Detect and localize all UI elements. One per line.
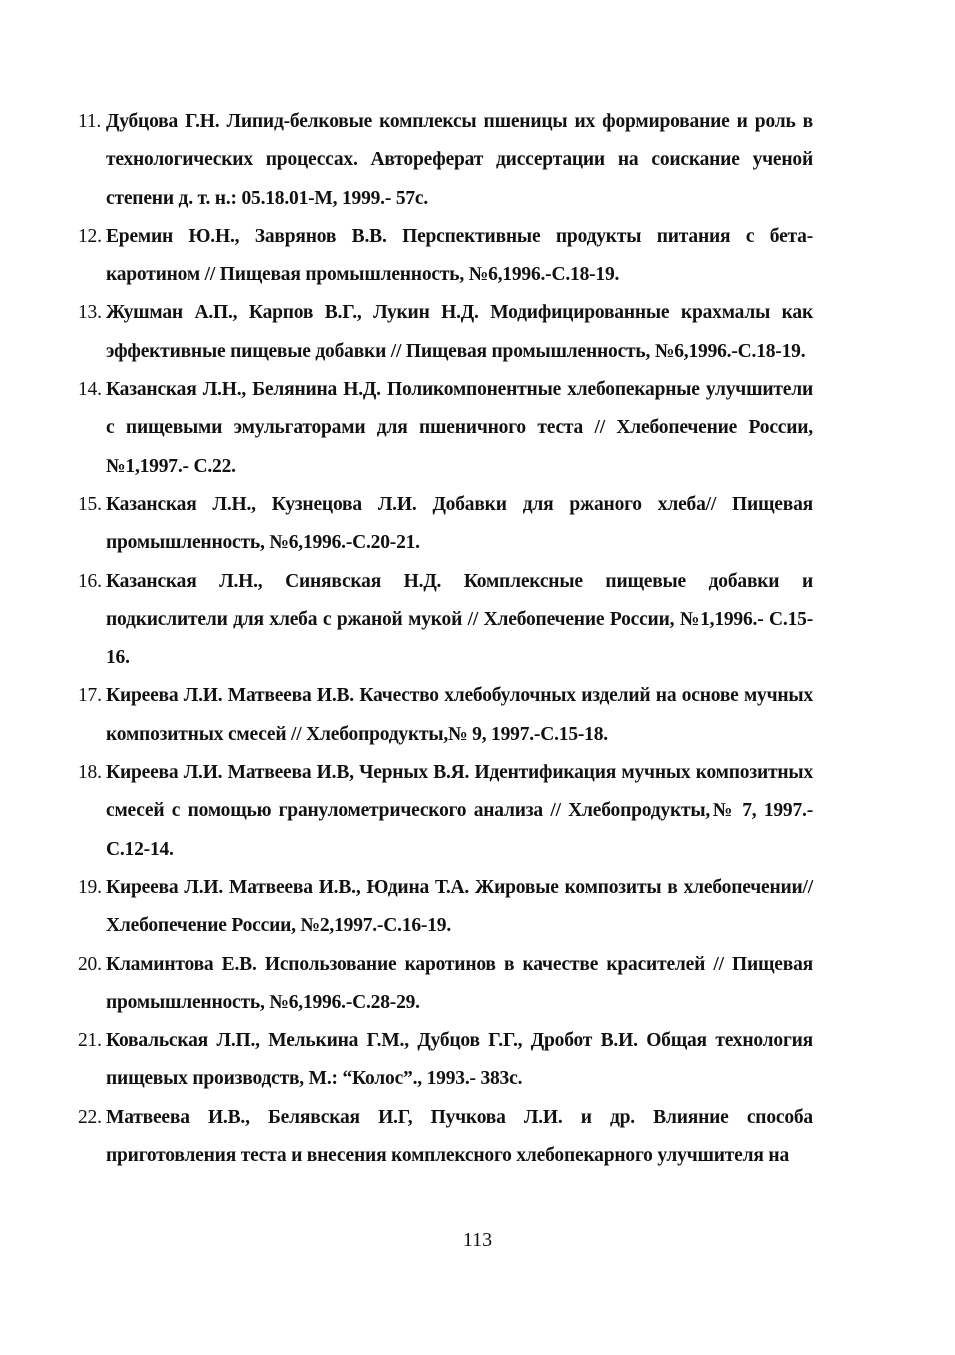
reference-number: 19. [78, 876, 102, 898]
reference-text: Кламинтова Е.В. Использование каротинов в качестве красителей // Пищевая промышленность, №6,1996.-С.28-29. [106, 953, 813, 1013]
reference-item [78, 371, 813, 486]
page-number: 113 [462, 1229, 493, 1251]
reference-list [78, 103, 813, 1175]
reference-number: 13. [78, 302, 102, 324]
reference-text: Еремин Ю.Н., Заврянов В.В. Перспективные продукты питания с бета-каротином // Пищевая промышленность, №6,1996.-С.18-19. [106, 225, 813, 286]
reference-item [78, 563, 813, 678]
reference-item [78, 294, 813, 371]
reference-number: 12. [78, 225, 102, 247]
reference-text: Казанская Л.Н., Кузнецова Л.И. Добавки для ржаного хлеба// Пищевая промышленность, №6,1996.-С.20-21. [106, 493, 813, 554]
reference-text: Ковальская Л.П., Мелькина Г.М., Дубцов Г.Г., Дробот В.И. Общая технология пищевых производств, М.: “Колос”., 1993.- 383с. [106, 1030, 813, 1090]
reference-item [78, 754, 813, 869]
reference-item [78, 103, 813, 218]
reference-number: 17. [78, 685, 102, 707]
reference-number: 20. [78, 953, 102, 975]
reference-item [78, 1099, 813, 1176]
reference-item [78, 486, 813, 563]
reference-text: Дубцова Г.Н. Липид-белковые комплексы пшеницы их формирование и роль в технологических процессах. Автореферат диссертации на соискание ученой степени д. т. н.: 05.18.01-М, 1999.- 57с. [106, 111, 813, 209]
reference-number: 14. [78, 379, 102, 401]
reference-item [78, 946, 813, 1023]
reference-item [78, 218, 813, 295]
reference-text: Жушман А.П., Карпов В.Г., Лукин Н.Д. Модифицированные крахмалы как эффективные пищевые добавки // Пищевая промышленность, №6,1996.-С.18-19. [106, 302, 813, 362]
reference-item [78, 869, 813, 946]
reference-text: Киреева Л.И. Матвеева И.В, Черных В.Я. Идентификация мучных композитных смесей с помощью гранулометрического анализа // Хлебопродукты,№ 7, 1997.-С.12-14. [106, 762, 813, 860]
reference-number: 15. [78, 493, 102, 515]
reference-item [78, 677, 813, 754]
reference-text: Матвеева И.В., Белявская И.Г, Пучкова Л.И. и др. Влияние способа приготовления теста и внесения комплексного хлебопекарного улучшителя на [106, 1106, 813, 1167]
reference-item [78, 1022, 813, 1099]
reference-number: 11. [78, 111, 102, 132]
reference-text: Киреева Л.И. Матвеева И.В., Юдина Т.А. Жировые композиты в хлебопечении// Хлебопечение России, №2,1997.-С.16-19. [106, 876, 813, 937]
reference-number: 18. [78, 762, 102, 784]
reference-number: 22. [78, 1106, 102, 1128]
reference-text: Казанская Л.Н., Белянина Н.Д. Поликомпонентные хлебопекарные улучшители с пищевыми эмульгаторами для пшеничного теста // Хлебопечение России,№1,1997.- С.22. [106, 379, 813, 477]
reference-text: Казанская Л.Н., Синявская Н.Д. Комплексные пищевые добавки и подкислители для хлеба с ржаной мукой // Хлебопечение России, №1,1996.- С.15-16. [106, 570, 813, 669]
reference-text: Киреева Л.И. Матвеева И.В. Качество хлебобулочных изделий на основе мучных композитных смесей // Хлебопродукты,№ 9, 1997.-С.15-18. [106, 685, 813, 745]
reference-number: 21. [78, 1030, 102, 1052]
reference-number: 16. [78, 570, 102, 592]
